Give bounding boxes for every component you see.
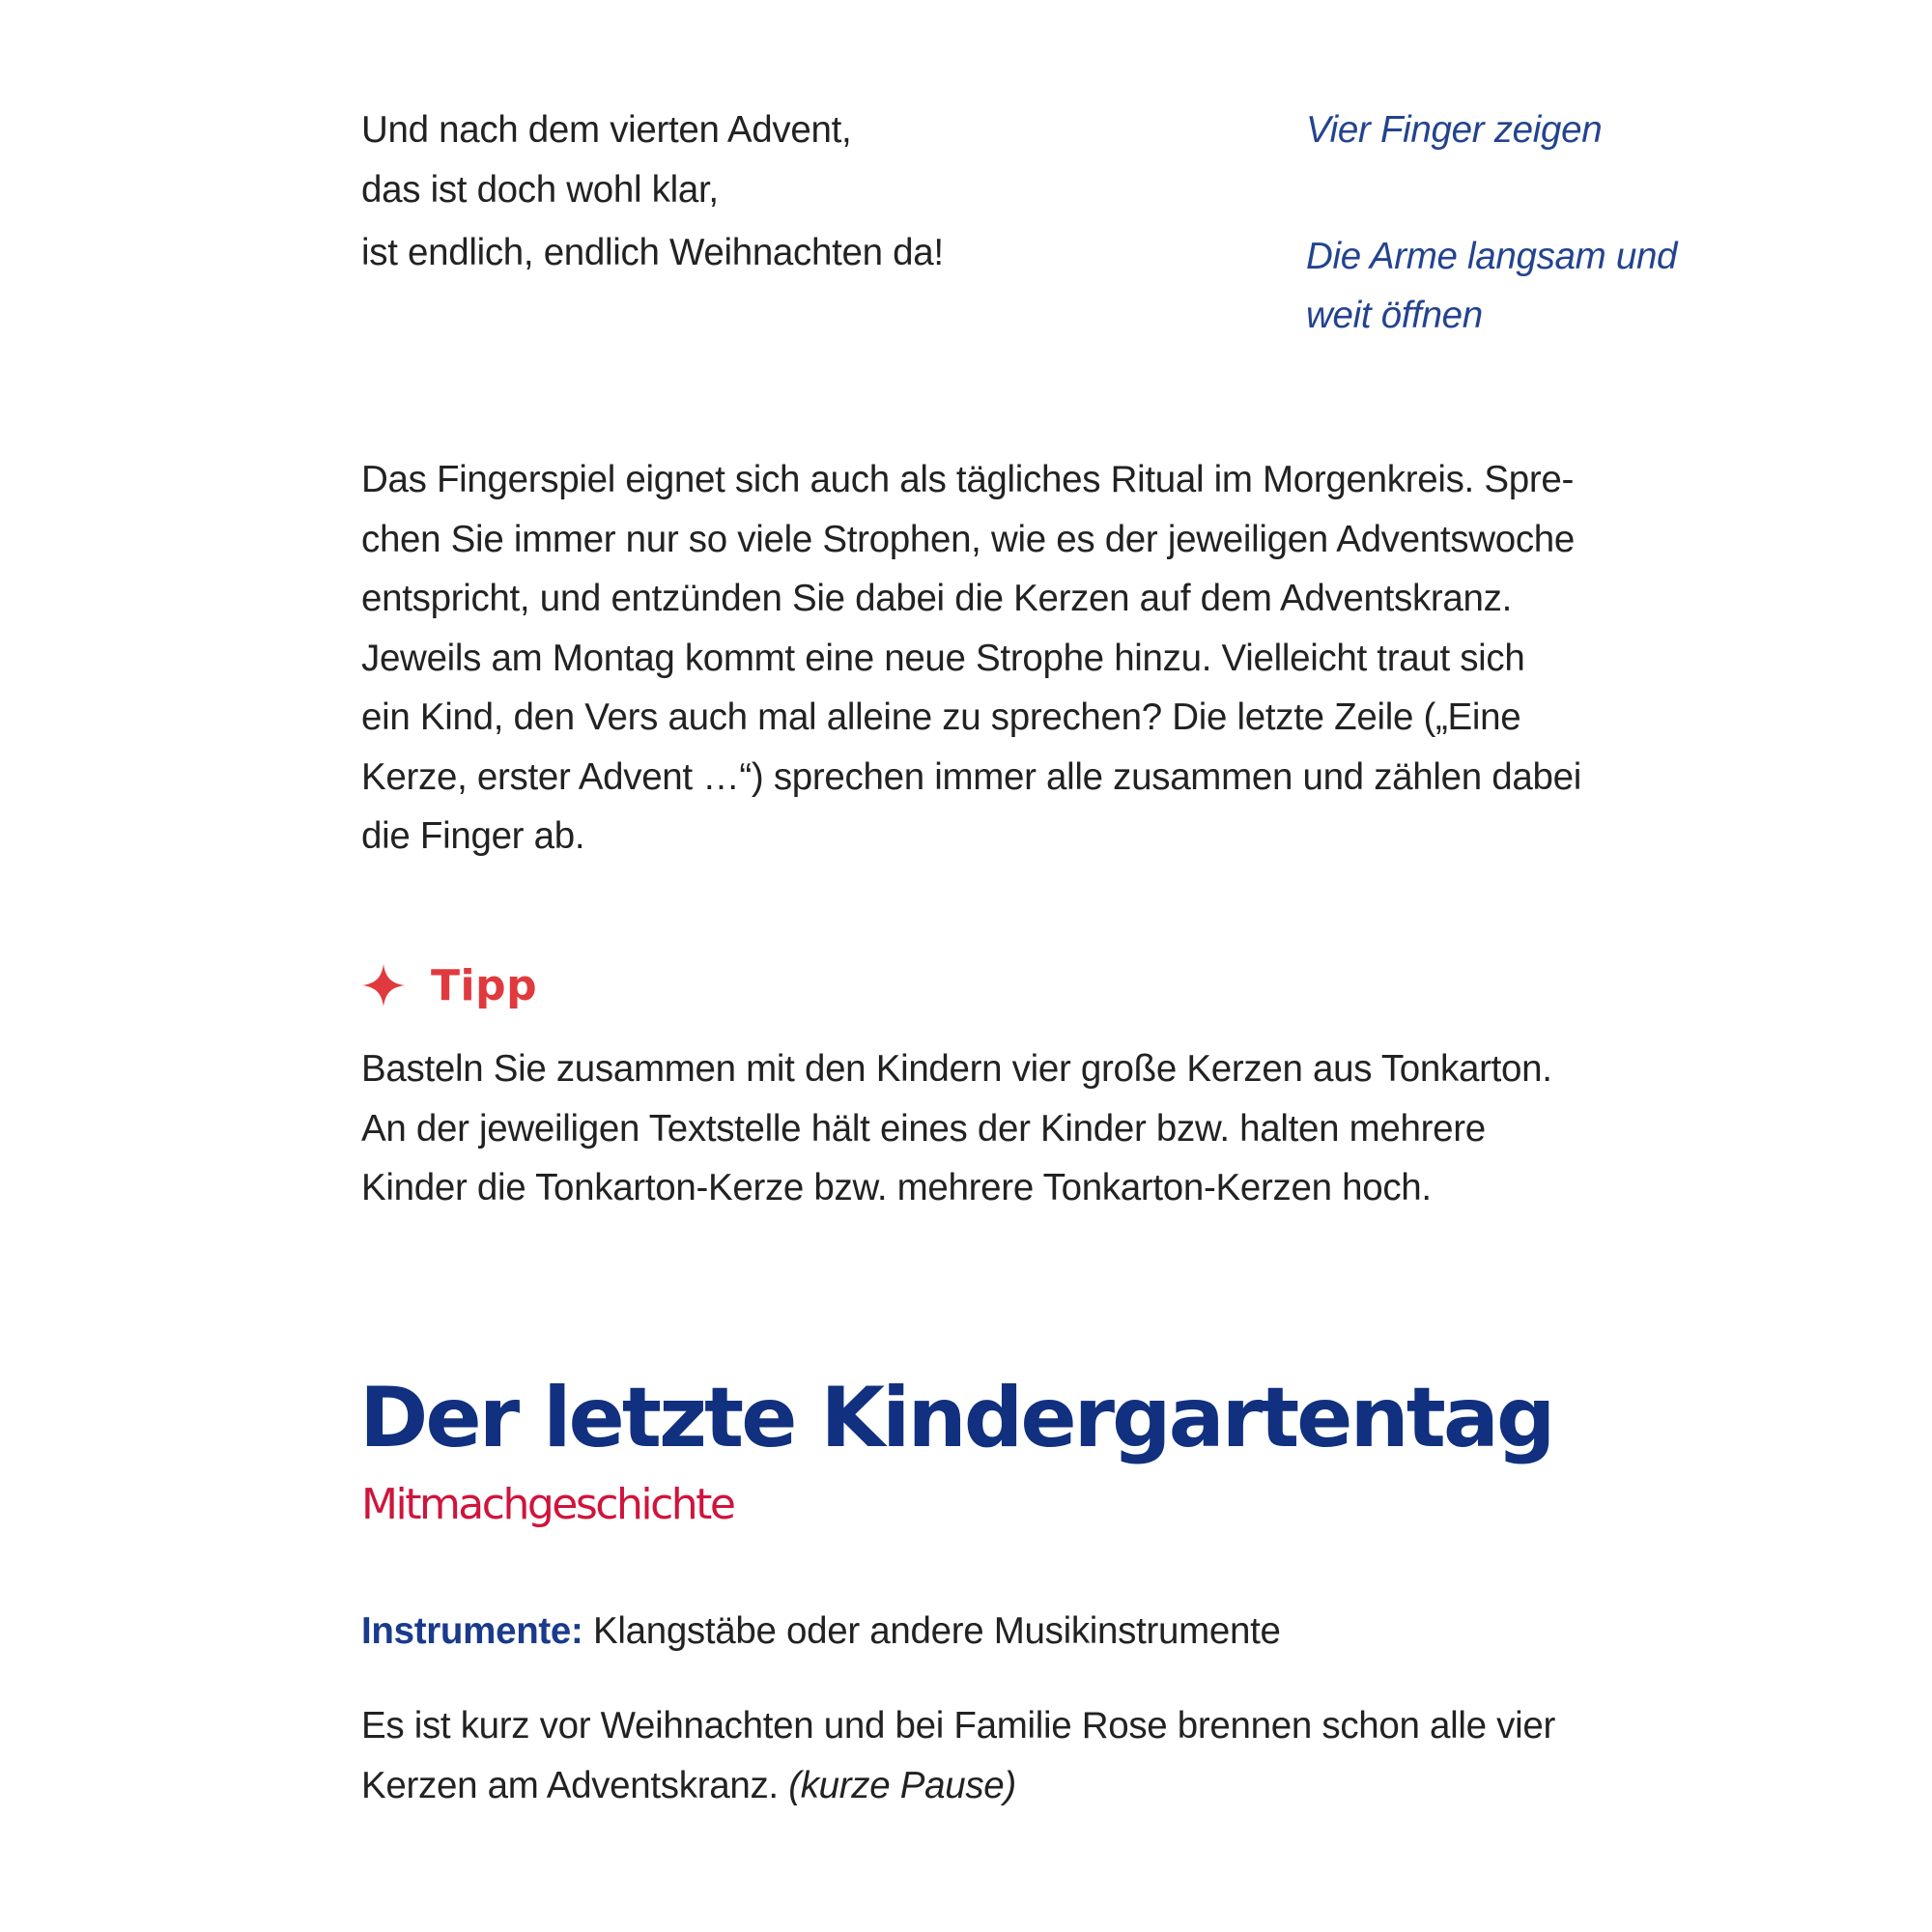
stage-direction: (kurze Pause) [788,1764,1016,1806]
paragraph-line: entspricht, und entzünden Sie dabei die Kerzen auf dem Adventskranz. [361,578,1512,619]
instruments-value: Klangstäbe oder andere Musikinstrumente [582,1610,1281,1652]
paragraph-line: ein Kind, den Vers auch mal alleine zu sprechen? Die letzte Zeile („Eine [361,696,1521,738]
paragraph-line: Kerze, erster Advent …“) sprechen immer alle zusammen und zählen dabei [361,755,1581,798]
verse-block [361,100,1231,283]
tipp-paragraph [361,1039,1820,1218]
paragraph-line: Jeweils am Montag kommt eine neue Strophe hinzu. Vielleicht traut sich [361,637,1525,679]
paragraph-text: Kerzen am Adventskranz. [361,1764,789,1806]
story-title: Der letzte Kindergartentag [359,1370,1553,1466]
four-point-star-icon [361,963,406,1008]
tipp-heading [361,952,537,1019]
explanation-paragraph [361,450,1820,867]
paragraph-line: Es ist kurz vor Weihnachten und bei Familie Rose brennen schon alle vier [361,1705,1555,1747]
paragraph-line: Das Fingerspiel eignet sich auch als tägliches Ritual im Morgenkreis. Spre- [361,459,1574,500]
paragraph-line: An der jeweiligen Textstelle hält eines der Kinder bzw. halten mehrere [361,1107,1486,1150]
story-subtitle: Mitmachgeschichte [361,1480,734,1529]
gesture-instruction: weit öffnen [1306,295,1483,336]
instruments-label: Instrumente: [361,1610,583,1652]
instruments-line [361,1602,1281,1662]
verse-line: Und nach dem vierten Advent, [361,109,852,151]
gesture-instructions [1306,100,1808,346]
gesture-instruction: Vier Finger zeigen [1306,109,1603,151]
paragraph-line: chen Sie immer nur so viele Strophen, wie es der jeweiligen Adventswoche [361,518,1575,560]
paragraph-line: Basteln Sie zusammen mit den Kindern vier große Kerzen aus Tonkarton. [361,1048,1552,1090]
paragraph-line [361,1756,1820,1816]
paragraph-line: Kinder die Tonkarton-Kerze bzw. mehrere Tonkarton-Kerzen hoch. [361,1167,1432,1208]
verse-line: das ist doch wohl klar, [361,168,719,211]
story-paragraph [361,1696,1820,1815]
tipp-label: Tipp [431,960,538,1010]
paragraph-line: die Finger ab. [361,815,585,857]
verse-line: ist endlich, endlich Weihnachten da! [361,232,944,273]
gesture-instruction: Die Arme langsam und [1306,235,1678,277]
